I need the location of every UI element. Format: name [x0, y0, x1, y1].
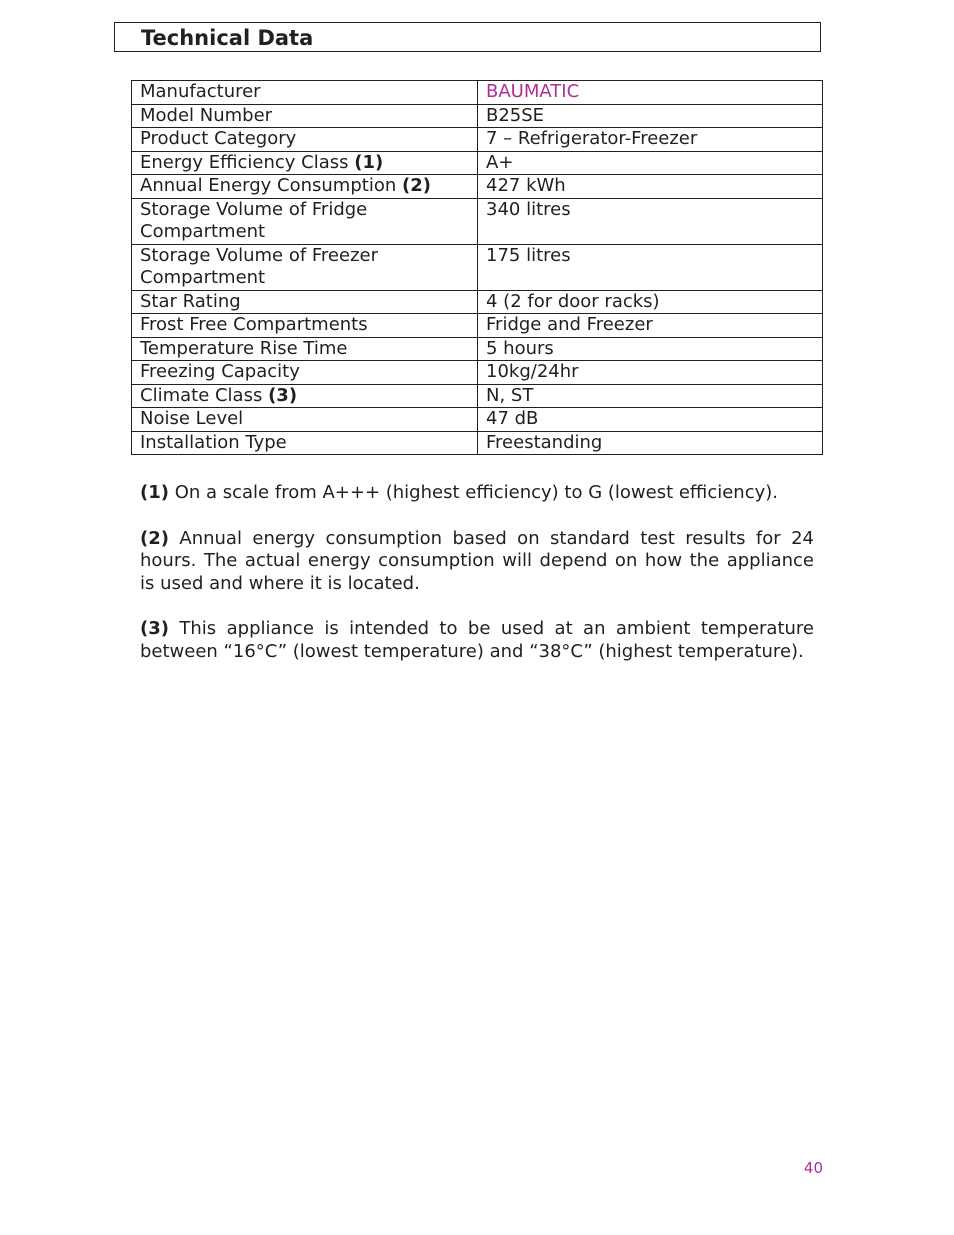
spec-label: Climate Class — [140, 384, 269, 406]
footnote-text: Annual energy consumption based on standard test results for 24 hours. The actual energy consumption will depend on how the appliance is used and where it is located. — [140, 527, 814, 594]
page-title: Technical Data — [141, 26, 314, 50]
table-row — [132, 290, 823, 314]
table-row — [132, 128, 823, 152]
footnote-3 — [140, 618, 814, 663]
footnote-reference: (3) — [268, 384, 298, 406]
spec-value: A+ — [486, 151, 514, 173]
footnote-text: This appliance is intended to be used at an ambient temperature between “16°C” (lowest temperature) and “38°C” (highest temperature). — [140, 618, 814, 662]
table-row — [132, 361, 823, 385]
spec-value: B25SE — [486, 104, 545, 126]
spec-label: Noise Level — [140, 408, 244, 429]
table-row — [132, 81, 823, 105]
table-row — [132, 337, 823, 361]
table-row — [132, 244, 823, 290]
footnote-1 — [140, 482, 814, 505]
page-number: 40 — [803, 1159, 823, 1177]
spec-value-cell — [478, 431, 823, 455]
spec-label: Product Category — [140, 128, 297, 149]
footnote-ref: (2) — [140, 527, 169, 549]
spec-value-cell — [478, 361, 823, 385]
spec-value-cell — [478, 175, 823, 199]
spec-value: 7 – Refrigerator-Freezer — [486, 128, 698, 149]
spec-value-cell — [478, 337, 823, 361]
spec-label: Temperature Rise Time — [140, 337, 348, 359]
spec-value-cell — [478, 198, 823, 244]
spec-label: Manufacturer — [140, 81, 261, 102]
spec-label: Storage Volume of Freezer Compartment — [140, 244, 379, 288]
footnote-text: On a scale from A+++ (highest efficiency) to G (lowest efficiency). — [168, 482, 778, 503]
spec-value-cell — [478, 314, 823, 338]
table-row — [132, 314, 823, 338]
spec-value: 175 litres — [486, 244, 571, 266]
spec-value: 10kg/24hr — [486, 361, 579, 382]
spec-label-cell — [132, 81, 478, 105]
footnote-reference: (1) — [354, 151, 384, 173]
footnote-2 — [140, 528, 814, 596]
footnote-ref: (3) — [140, 618, 169, 639]
spec-value: 4 (2 for door racks) — [486, 290, 660, 312]
spec-value: BAUMATIC — [486, 81, 580, 102]
spec-label: Frost Free Compartments — [140, 314, 368, 335]
spec-value: N, ST — [486, 384, 534, 406]
spec-label: Installation Type — [140, 431, 287, 453]
spec-label: Storage Volume of Fridge Compartment — [140, 198, 368, 242]
footnote-reference: (2) — [401, 175, 431, 196]
spec-label-cell — [132, 175, 478, 199]
technical-data-table — [131, 80, 823, 455]
table-row — [132, 384, 823, 408]
spec-value: 5 hours — [486, 337, 554, 359]
spec-value: 340 litres — [486, 198, 571, 220]
spec-label-cell — [132, 408, 478, 432]
spec-value-cell — [478, 81, 823, 105]
table-row — [132, 175, 823, 199]
spec-value-cell — [478, 151, 823, 175]
spec-value-cell — [478, 290, 823, 314]
spec-value-cell — [478, 244, 823, 290]
spec-label-cell — [132, 314, 478, 338]
spec-value-cell — [478, 384, 823, 408]
spec-value: Fridge and Freezer — [486, 314, 653, 335]
spec-value-cell — [478, 408, 823, 432]
spec-label-cell — [132, 244, 478, 290]
spec-value: Freestanding — [486, 431, 603, 453]
spec-label: Star Rating — [140, 290, 241, 312]
table-row — [132, 431, 823, 455]
table-row — [132, 151, 823, 175]
spec-value-cell — [478, 104, 823, 128]
spec-label: Annual Energy Consumption — [140, 175, 402, 196]
spec-label: Model Number — [140, 104, 273, 126]
spec-label-cell — [132, 290, 478, 314]
spec-label-cell — [132, 104, 478, 128]
spec-value: 427 kWh — [486, 175, 566, 196]
table-row — [132, 198, 823, 244]
spec-label-cell — [132, 128, 478, 152]
spec-label: Energy Efficiency Class — [140, 151, 355, 173]
spec-label-cell — [132, 337, 478, 361]
spec-label-cell — [132, 431, 478, 455]
spec-label-cell — [132, 198, 478, 244]
spec-value: 47 dB — [486, 408, 539, 429]
spec-value-cell — [478, 128, 823, 152]
table-row — [132, 408, 823, 432]
table-row — [132, 104, 823, 128]
spec-label: Freezing Capacity — [140, 361, 300, 382]
spec-label-cell — [132, 384, 478, 408]
spec-label-cell — [132, 151, 478, 175]
footnotes — [140, 482, 814, 686]
section-title-box — [114, 22, 821, 52]
footnote-ref: (1) — [140, 482, 169, 503]
spec-label-cell — [132, 361, 478, 385]
technical-data-table-body — [132, 81, 823, 455]
